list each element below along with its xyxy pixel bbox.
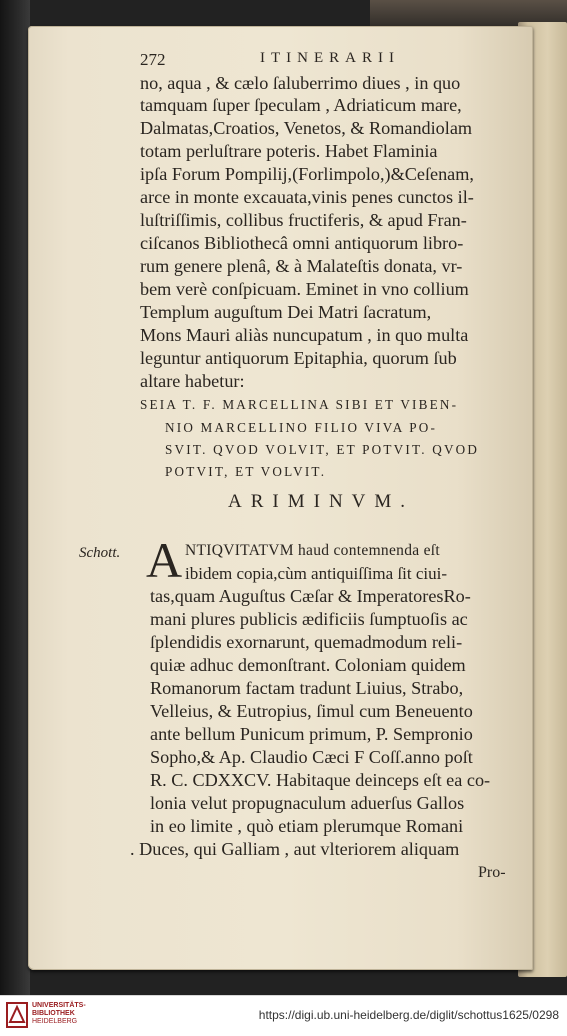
- page-number: 272: [140, 50, 166, 69]
- inscription-line: SEIA T. F. MARCELLINA SIBI ET VIBEN-: [140, 397, 459, 412]
- text-line: mani plures publicis ædificiis ſumptuoſis ac: [150, 609, 468, 629]
- text-line: R. C. CDXXCV. Habitaque deinceps eſt ea co-: [150, 770, 491, 790]
- library-name-line: UNIVERSITÄTS-: [32, 1002, 86, 1009]
- text-line: lonia velut propugnaculum aduerſus Gallos: [150, 793, 465, 813]
- text-line: ante bellum Punicum primum, P. Sempronio: [150, 724, 473, 744]
- margin-note: Schott.: [79, 545, 121, 561]
- text-line: leguntur antiquorum Epitaphia, quorum ſub: [140, 348, 457, 368]
- library-name-line: HEIDELBERG: [32, 1018, 78, 1025]
- text-line: Mons Mauri aliàs nuncupatum , in quo multa: [140, 325, 469, 345]
- text-line: Dalmatas,Croatios, Venetos, & Romandiolam: [140, 118, 473, 138]
- text-line: ciſcanos Bibliothecâ omni antiquorum libro-: [140, 233, 464, 253]
- text-line: altare habetur:: [140, 371, 245, 391]
- catchword: Pro-: [478, 864, 506, 881]
- text-line: arce in monte excauata,vinis penes cunctos il-: [140, 187, 474, 207]
- running-head: ITINERARII: [260, 50, 400, 66]
- text-line: tamquam ſuper ſpeculam , Adriaticum mare,: [140, 95, 462, 115]
- inscription-line: SVIT. QVOD VOLVIT, ET POTVIT. QVOD: [165, 442, 480, 457]
- text-line: NTIQVITATVM haud contemnenda eſt: [185, 542, 440, 559]
- inscription-line: NIO MARCELLINO FILIO VIVA PO-: [165, 420, 438, 435]
- text-line: quiæ adhuc demonſtrant. Coloniam quidem: [150, 655, 466, 675]
- library-logo-icon: [6, 1002, 28, 1028]
- permalink[interactable]: https://digi.ub.uni-heidelberg.de/diglit/schottus1625/0298: [258, 1008, 559, 1022]
- library-name: [32, 1002, 86, 1026]
- text-line: bem verè conſpicuam. Eminet in vno collium: [140, 279, 469, 299]
- text-line: rum genere plenâ, & à Malateſtis donata, vr-: [140, 256, 463, 276]
- text-line: totam perluſtrare poteris. Habet Flaminia: [140, 141, 438, 161]
- text-line: Sopho,& Ap. Claudio Cæci F Coſſ.anno poſt: [150, 747, 473, 767]
- text-line: in eo limite , quò etiam plerumque Romani: [150, 816, 464, 836]
- book-binding: [0, 0, 30, 995]
- text-line: Romanorum factam tradunt Liuius, Strabo,: [150, 678, 464, 698]
- text-line: tas,quam Auguſtus Cæſar & ImperatoresRo-: [150, 586, 471, 606]
- text-line: luſtriſſimis, collibus fructiferis, & apud Fran-: [140, 210, 467, 230]
- text-line: ſplendidis exornarunt, quemadmodum reli-: [150, 632, 463, 652]
- inscription-line: POTVIT, ET VOLVIT.: [165, 464, 327, 479]
- drop-capital: A: [146, 532, 183, 588]
- text-line: Velleius, & Eutropius, ſimul cum Beneuento: [150, 701, 473, 721]
- text-line: Templum auguſtum Dei Matri ſacratum,: [140, 302, 432, 322]
- section-heading: ARIMINVM.: [228, 491, 415, 512]
- text-line: . Duces, qui Galliam , aut vlteriorem aliquam: [130, 839, 460, 859]
- library-name-line: BIBLIOTHEK: [32, 1010, 75, 1017]
- text-line: ipſa Forum Pompilij,(Forlimpolo,)&Ceſenam,: [140, 164, 474, 184]
- text-line: ibidem copia,cùm antiquiſſima ſit ciui-: [185, 564, 448, 583]
- viewer-footer: [0, 995, 567, 1036]
- text-line: no, aqua , & cælo ſaluberrimo diues , in quo: [140, 73, 461, 93]
